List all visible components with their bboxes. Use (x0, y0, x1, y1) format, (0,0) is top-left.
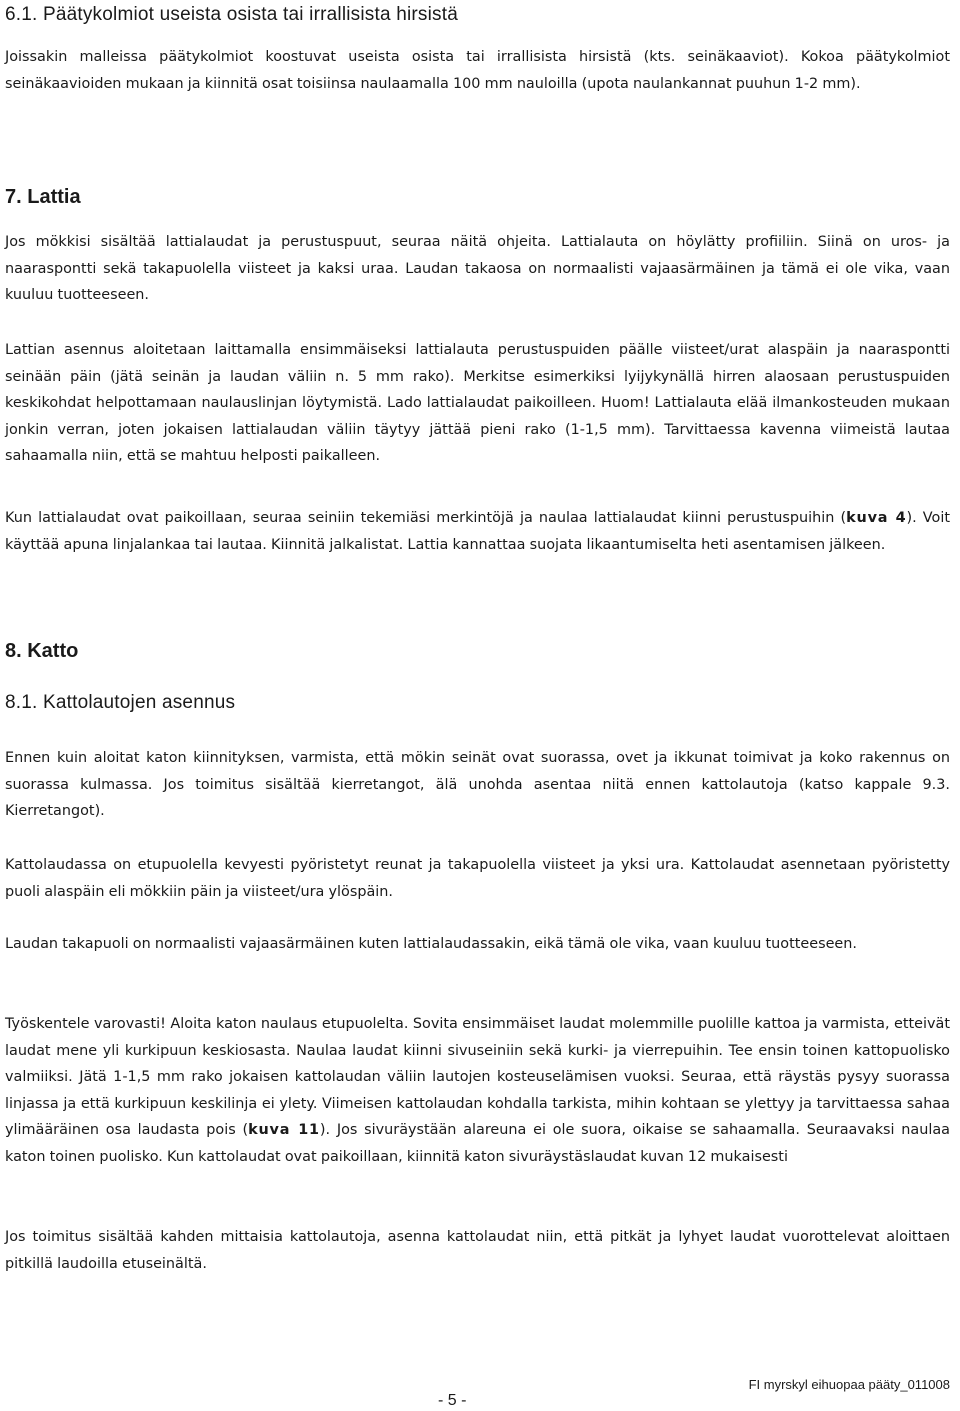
paragraph-8-1-4-part-a: Työskentele varovasti! Aloita katon naulaus etupuolelta. Sovita ensimmäiset laudat molemmille puolille kattoa ja varmista, etteivät laudat mene yli kurkipuun keskiosasta. Naulaa laudat kiinni sivuseiniin sekä kurki- ja vierrepuihin. Tee ensin toinen kattopuolisko valmiiksi. Jätä 1-1,5 mm rako jokaisen kattolaudan väliin lautojen kosteuselämisen vuoksi. Seuraa, että räystäs pysyy suorassa linjassa ja että kurkipuun keskilinja ei ylety. Viimeisen kattolaudan kohdalla tarkista, mihin kohtaan se ylettyy ja tarvittaessa sahaa ylimääräinen osa laudasta pois ( (5, 1016, 950, 1138)
heading-6-1: 6.1. Päätykolmiot useista osista tai irrallisista hirsistä (5, 4, 458, 25)
paragraph-8-1-4 (5, 1011, 950, 1170)
paragraph-7-3-part-a: Kun lattialaudat ovat paikoillaan, seuraa seiniin tekemiäsi merkintöjä ja naulaa lattialaudat kiinni perustuspuihin ( (5, 510, 847, 526)
paragraph-8-1-3: Laudan takapuoli on normaalisti vajaasärmäinen kuten lattialaudassakin, eikä tämä ole vika, vaan kuuluu tuotteeseen. (5, 936, 857, 952)
paragraph-8-1-2: Kattolaudassa on etupuolella kevyesti pyöristetyt reunat ja takapuolella viisteet ja yksi ura. Kattolaudat asennetaan pyöristetty puoli alaspäin eli mökkiin päin ja viisteet/ura ylöspäin. (5, 857, 950, 900)
paragraph-7-2: Lattian asennus aloitetaan laittamalla ensimmäiseksi lattialauta perustuspuiden päälle viisteet/urat alaspäin ja naaraspontti seinään päin (jätä seinän ja laudan väliin n. 5 mm rako). Merkitse esimerkiksi lyijykynällä hirren alaosaan perustuspuiden keskikohdat helpottamaan naulauslinjan löytymistä. Lado lattialaudat paikoilleen. Huom! Lattialauta elää ilmankosteuden mukaan jonkin verran, joten jokaisen lattialaudan väliin täytyy jättää pieni rako (1-1,5 mm). Tarvittaessa kavenna viimeistä lautaa sahaamalla niin, että se mahtuu helposti paikalleen. (5, 342, 950, 464)
figure-reference-kuva-4: kuva 4 (846, 510, 907, 526)
page-number: - 5 - (438, 1392, 467, 1409)
figure-reference-kuva-11: kuva 11 (248, 1122, 320, 1138)
heading-7-lattia: 7. Lattia (5, 186, 81, 208)
paragraph-6-1: Joissakin malleissa päätykolmiot koostuvat useista osista tai irrallisista hirsistä (kts. seinäkaaviot). Kokoa päätykolmiot seinäkaavioiden mukaan ja kiinnitä osat toisiinsa naulaamalla 100 mm nauloilla (upota naulankannat puuhun 1-2 mm). (5, 49, 950, 92)
document-code: FI myrskyl eihuopaa pääty_011008 (748, 1377, 950, 1392)
paragraph-8-1-4-part-b: ). Jos sivuräystään alareuna ei ole suora, oikaise se sahaamalla. Seuraavaksi naulaa katon toinen puolisko. Kun kattolaudat ovat paikoillaan, kiinnitä katon sivuräystäslaudat kuvan 12 mukaisesti (5, 1122, 950, 1165)
paragraph-7-1: Jos mökkisi sisältää lattialaudat ja perustuspuut, seuraa näitä ohjeita. Lattialauta on höylätty profiiliin. Siinä on uros- ja naaraspontti sekä takapuolella viisteet ja kaksi uraa. Laudan takaosa on normaalisti vajaasärmäinen ja tämä ei ole vika, vaan kuuluu tuotteeseen. (5, 234, 950, 303)
paragraph-8-1-1: Ennen kuin aloitat katon kiinnityksen, varmista, että mökin seinät ovat suorassa, ovet ja ikkunat toimivat ja koko rakennus on suorassa kulmassa. Jos toimitus sisältää kierretangot, älä unohda asentaa niitä ennen kattolautoja (katso kappale 9.3. Kierretangot). (5, 750, 950, 819)
paragraph-7-3 (5, 505, 950, 558)
paragraph-8-1-5: Jos toimitus sisältää kahden mittaisia kattolautoja, asenna kattolaudat niin, että pitkät ja lyhyet laudat vuorottelevat aloittaen pitkillä laudoilla etuseinältä. (5, 1229, 950, 1272)
paragraph-7-3-part-b: ). Voit käyttää apuna linjalankaa tai lautaa. Kiinnitä jalkalistat. Lattia kannattaa suojata likaantumiselta heti asentamisen jälkeen. (5, 510, 950, 553)
heading-8-1: 8.1. Kattolautojen asennus (5, 692, 236, 713)
heading-8-katto: 8. Katto (5, 640, 79, 662)
